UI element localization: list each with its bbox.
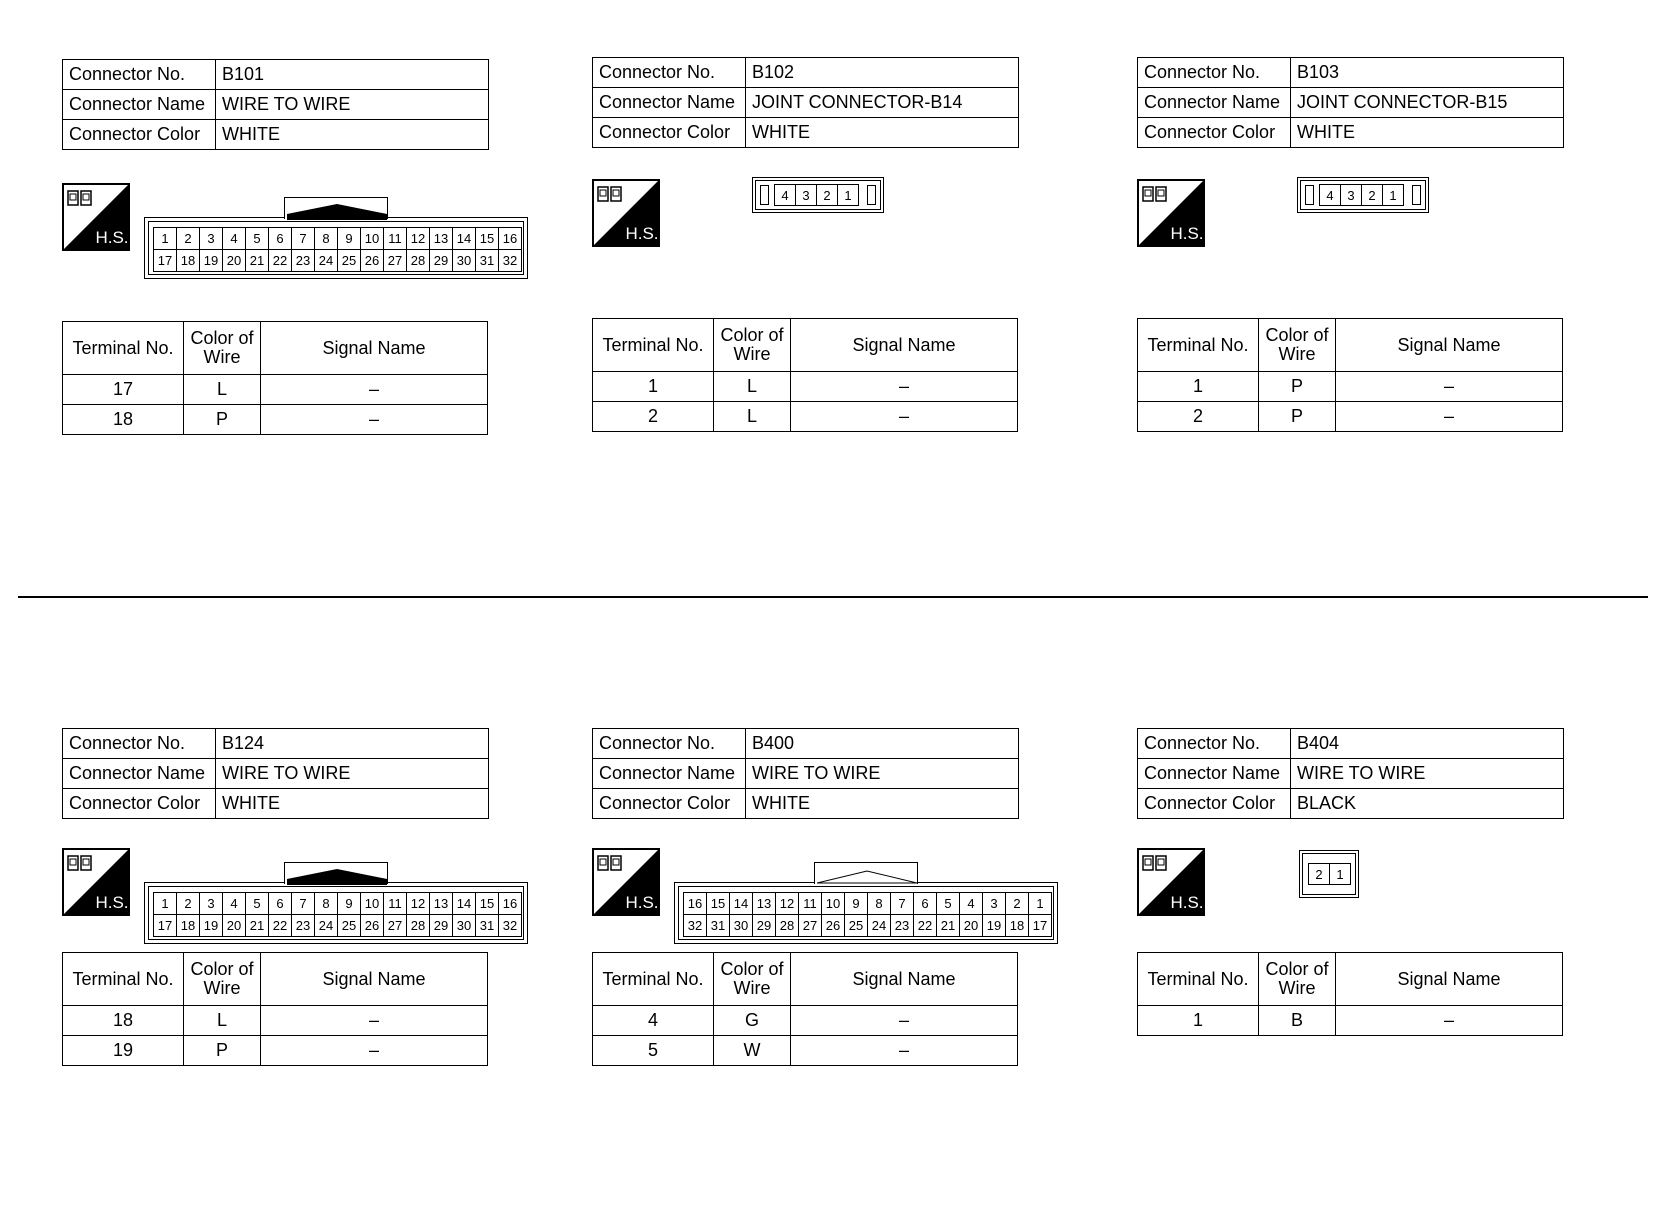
signal-name-cell: – — [1336, 1006, 1563, 1036]
table-row — [1138, 1006, 1563, 1036]
connector-pin: 24 — [314, 914, 338, 937]
connector-pin: 10 — [360, 892, 384, 915]
color-of-wire-header: Color of Wire — [714, 953, 791, 1006]
connector-face-diagram — [1299, 850, 1359, 898]
connector-pin: 13 — [752, 892, 776, 915]
connector-pin: 31 — [475, 249, 499, 272]
signal-name-header: Signal Name — [791, 953, 1018, 1006]
connector-pin: 9 — [337, 227, 361, 250]
signal-name-header: Signal Name — [791, 319, 1018, 372]
signal-name-cell: – — [261, 375, 488, 405]
connector-pin: 21 — [936, 914, 960, 937]
terminal-table — [62, 321, 488, 435]
table-row — [63, 405, 488, 435]
connector-pin: 30 — [452, 249, 476, 272]
connector-no-value: B124 — [216, 729, 489, 759]
connector-name-value: WIRE TO WIRE — [746, 759, 1019, 789]
terminal-table — [592, 318, 1018, 432]
svg-text:H.S.: H.S. — [1170, 893, 1204, 912]
connector-pin: 19 — [199, 249, 223, 272]
connector-pin: 9 — [844, 892, 868, 915]
connector-pin: 29 — [429, 914, 453, 937]
connector-pin: 28 — [406, 249, 430, 272]
connector-no-label: Connector No. — [1138, 729, 1291, 759]
connector-pin: 4 — [774, 184, 796, 206]
connector-pin: 5 — [936, 892, 960, 915]
hs-harness-side-icon — [592, 179, 660, 247]
connector-no-label: Connector No. — [593, 729, 746, 759]
hs-harness-side-icon — [1137, 848, 1205, 916]
connector-pin: 1 — [1382, 184, 1404, 206]
connector-pin: 32 — [498, 249, 522, 272]
connector-name-label: Connector Name — [593, 88, 746, 118]
connector-pin: 27 — [798, 914, 822, 937]
connector-pin: 9 — [337, 892, 361, 915]
connector-pin: 31 — [475, 914, 499, 937]
terminal-no-cell: 1 — [1138, 372, 1259, 402]
connector-face-diagram — [752, 177, 884, 213]
connector-color-label: Connector Color — [593, 789, 746, 819]
connector-no-value: B404 — [1291, 729, 1564, 759]
connector-name-value: WIRE TO WIRE — [216, 90, 489, 120]
connector-pin: 30 — [729, 914, 753, 937]
connector-color-label: Connector Color — [63, 789, 216, 819]
connector-color-value: WHITE — [746, 789, 1019, 819]
connector-pin: 8 — [314, 227, 338, 250]
terminal-no-cell: 2 — [593, 402, 714, 432]
connector-pin: 12 — [406, 892, 430, 915]
svg-text:H.S.: H.S. — [625, 224, 659, 243]
connector-pin: 10 — [360, 227, 384, 250]
terminal-table — [1137, 952, 1563, 1036]
connector-pin: 4 — [959, 892, 983, 915]
connector-color-value: BLACK — [1291, 789, 1564, 819]
color-of-wire-header: Color of Wire — [184, 322, 261, 375]
connector-pin: 14 — [452, 227, 476, 250]
connector-no-label: Connector No. — [63, 729, 216, 759]
connector-no-label: Connector No. — [593, 58, 746, 88]
connector-name-value: WIRE TO WIRE — [1291, 759, 1564, 789]
signal-name-cell: – — [791, 402, 1018, 432]
terminal-no-cell: 18 — [63, 1006, 184, 1036]
table-row — [1138, 372, 1563, 402]
table-row — [593, 402, 1018, 432]
connector-pin: 23 — [291, 249, 315, 272]
connector-pin: 16 — [683, 892, 707, 915]
svg-text:H.S.: H.S. — [1170, 224, 1204, 243]
connector-pin: 4 — [222, 227, 246, 250]
terminal-no-cell: 18 — [63, 405, 184, 435]
signal-name-cell: – — [791, 1006, 1018, 1036]
terminal-table — [62, 952, 488, 1066]
svg-text:H.S.: H.S. — [95, 228, 129, 247]
terminal-no-cell: 4 — [593, 1006, 714, 1036]
connector-pin: 11 — [798, 892, 822, 915]
connector-pin: 3 — [199, 227, 223, 250]
wire-color-cell: P — [184, 1036, 261, 1066]
connector-pin: 3 — [1340, 184, 1362, 206]
signal-name-header: Signal Name — [1336, 953, 1563, 1006]
connector-pin: 2 — [1308, 863, 1330, 885]
connector-pin: 2 — [816, 184, 838, 206]
connector-pin: 23 — [291, 914, 315, 937]
wire-color-cell: W — [714, 1036, 791, 1066]
connector-name-value: WIRE TO WIRE — [216, 759, 489, 789]
signal-name-cell: – — [261, 1006, 488, 1036]
terminal-no-header: Terminal No. — [593, 953, 714, 1006]
connector-pin: 1 — [153, 892, 177, 915]
terminal-no-cell: 1 — [593, 372, 714, 402]
connector-pin: 29 — [752, 914, 776, 937]
connector-pin: 23 — [890, 914, 914, 937]
connector-pin: 1 — [1028, 892, 1052, 915]
connector-pin: 17 — [153, 249, 177, 272]
connector-pin: 10 — [821, 892, 845, 915]
signal-name-header: Signal Name — [261, 953, 488, 1006]
connector-face-diagram — [144, 197, 528, 287]
connector-pin: 27 — [383, 249, 407, 272]
connector-pin: 30 — [452, 914, 476, 937]
wire-color-cell: P — [1259, 372, 1336, 402]
connector-color-label: Connector Color — [593, 118, 746, 148]
wire-color-cell: G — [714, 1006, 791, 1036]
terminal-no-cell: 5 — [593, 1036, 714, 1066]
connector-pin: 32 — [498, 914, 522, 937]
connector-pin: 20 — [222, 914, 246, 937]
color-of-wire-header: Color of Wire — [184, 953, 261, 1006]
connector-pin: 20 — [959, 914, 983, 937]
connector-face-diagram — [1297, 177, 1429, 213]
connector-pin: 21 — [245, 914, 269, 937]
connector-face-diagram — [674, 862, 1058, 952]
connector-color-value: WHITE — [746, 118, 1019, 148]
connector-pin: 14 — [729, 892, 753, 915]
wire-color-cell: B — [1259, 1006, 1336, 1036]
hs-harness-side-icon — [62, 183, 130, 251]
svg-text:H.S.: H.S. — [95, 893, 129, 912]
connector-pin: 24 — [314, 249, 338, 272]
connector-name-label: Connector Name — [63, 90, 216, 120]
table-row — [63, 1006, 488, 1036]
connector-pin: 1 — [837, 184, 859, 206]
connector-pin: 13 — [429, 892, 453, 915]
connector-pin: 16 — [498, 227, 522, 250]
connector-pin: 17 — [1028, 914, 1052, 937]
wire-color-cell: P — [1259, 402, 1336, 432]
terminal-no-cell: 19 — [63, 1036, 184, 1066]
connector-name-label: Connector Name — [593, 759, 746, 789]
connector-info-table — [592, 57, 1019, 148]
wire-color-cell: L — [184, 1006, 261, 1036]
connector-pin: 7 — [291, 892, 315, 915]
connector-pin: 18 — [176, 249, 200, 272]
table-row — [63, 375, 488, 405]
connector-pin: 11 — [383, 892, 407, 915]
connector-pin: 11 — [383, 227, 407, 250]
connector-pin: 2 — [1005, 892, 1029, 915]
connector-pin: 2 — [176, 892, 200, 915]
signal-name-cell: – — [791, 372, 1018, 402]
connector-no-label: Connector No. — [63, 60, 216, 90]
terminal-no-header: Terminal No. — [1138, 953, 1259, 1006]
connector-pin: 25 — [337, 914, 361, 937]
connector-pin: 22 — [913, 914, 937, 937]
connector-pin: 3 — [795, 184, 817, 206]
signal-name-cell: – — [1336, 372, 1563, 402]
connector-name-label: Connector Name — [1138, 759, 1291, 789]
connector-color-label: Connector Color — [1138, 118, 1291, 148]
hs-harness-side-icon — [62, 848, 130, 916]
connector-pin: 28 — [406, 914, 430, 937]
connector-pin: 6 — [268, 227, 292, 250]
connector-pin: 15 — [475, 227, 499, 250]
connector-pin: 25 — [844, 914, 868, 937]
hs-harness-side-icon — [1137, 179, 1205, 247]
signal-name-header: Signal Name — [1336, 319, 1563, 372]
connector-pin: 25 — [337, 249, 361, 272]
terminal-no-cell: 2 — [1138, 402, 1259, 432]
connector-info-table — [62, 59, 489, 150]
connector-pin: 15 — [475, 892, 499, 915]
connector-info-table — [62, 728, 489, 819]
connector-color-value: WHITE — [1291, 118, 1564, 148]
signal-name-header: Signal Name — [261, 322, 488, 375]
connector-pin: 4 — [1319, 184, 1341, 206]
signal-name-cell: – — [261, 1036, 488, 1066]
connector-color-value: WHITE — [216, 789, 489, 819]
terminal-no-cell: 1 — [1138, 1006, 1259, 1036]
connector-pin: 3 — [982, 892, 1006, 915]
connector-pin: 17 — [153, 914, 177, 937]
wire-color-cell: L — [184, 375, 261, 405]
connector-pin: 1 — [153, 227, 177, 250]
connector-pin: 19 — [199, 914, 223, 937]
section-divider — [18, 596, 1648, 598]
terminal-no-cell: 17 — [63, 375, 184, 405]
connector-pin: 6 — [913, 892, 937, 915]
signal-name-cell: – — [1336, 402, 1563, 432]
connector-pin: 1 — [1329, 863, 1351, 885]
connector-name-value: JOINT CONNECTOR-B15 — [1291, 88, 1564, 118]
table-row — [63, 1036, 488, 1066]
terminal-no-header: Terminal No. — [63, 322, 184, 375]
connector-pin: 13 — [429, 227, 453, 250]
signal-name-cell: – — [261, 405, 488, 435]
hs-harness-side-icon — [592, 848, 660, 916]
connector-pin: 24 — [867, 914, 891, 937]
connector-info-table — [1137, 728, 1564, 819]
connector-pin: 8 — [867, 892, 891, 915]
connector-pin: 19 — [982, 914, 1006, 937]
table-row — [593, 372, 1018, 402]
connector-pin: 20 — [222, 249, 246, 272]
connector-pin: 3 — [199, 892, 223, 915]
connector-no-value: B103 — [1291, 58, 1564, 88]
connector-no-value: B101 — [216, 60, 489, 90]
connector-no-value: B102 — [746, 58, 1019, 88]
terminal-no-header: Terminal No. — [63, 953, 184, 1006]
terminal-no-header: Terminal No. — [1138, 319, 1259, 372]
connector-pin: 12 — [775, 892, 799, 915]
wire-color-cell: L — [714, 402, 791, 432]
connector-pin: 26 — [821, 914, 845, 937]
wire-color-cell: P — [184, 405, 261, 435]
connector-no-value: B400 — [746, 729, 1019, 759]
connector-face-diagram — [144, 862, 528, 952]
connector-pin: 28 — [775, 914, 799, 937]
connector-no-label: Connector No. — [1138, 58, 1291, 88]
connector-pin: 5 — [245, 892, 269, 915]
connector-color-label: Connector Color — [1138, 789, 1291, 819]
connector-name-label: Connector Name — [1138, 88, 1291, 118]
table-row — [593, 1036, 1018, 1066]
connector-name-label: Connector Name — [63, 759, 216, 789]
connector-pin: 26 — [360, 914, 384, 937]
connector-pin: 6 — [268, 892, 292, 915]
connector-pin: 22 — [268, 914, 292, 937]
connector-pin: 22 — [268, 249, 292, 272]
table-row — [1138, 402, 1563, 432]
svg-text:H.S.: H.S. — [625, 893, 659, 912]
connector-pin: 27 — [383, 914, 407, 937]
wire-color-cell: L — [714, 372, 791, 402]
color-of-wire-header: Color of Wire — [714, 319, 791, 372]
connector-pin: 2 — [1361, 184, 1383, 206]
connector-pin: 12 — [406, 227, 430, 250]
terminal-table — [1137, 318, 1563, 432]
table-row — [593, 1006, 1018, 1036]
terminal-table — [592, 952, 1018, 1066]
connector-pin: 16 — [498, 892, 522, 915]
connector-info-table — [1137, 57, 1564, 148]
connector-pin: 14 — [452, 892, 476, 915]
connector-pin: 26 — [360, 249, 384, 272]
connector-name-value: JOINT CONNECTOR-B14 — [746, 88, 1019, 118]
connector-pin: 18 — [1005, 914, 1029, 937]
connector-pin: 8 — [314, 892, 338, 915]
connector-color-value: WHITE — [216, 120, 489, 150]
connector-pin: 15 — [706, 892, 730, 915]
connector-info-table — [592, 728, 1019, 819]
connector-pin: 5 — [245, 227, 269, 250]
connector-pin: 29 — [429, 249, 453, 272]
signal-name-cell: – — [791, 1036, 1018, 1066]
terminal-no-header: Terminal No. — [593, 319, 714, 372]
color-of-wire-header: Color of Wire — [1259, 319, 1336, 372]
connector-color-label: Connector Color — [63, 120, 216, 150]
color-of-wire-header: Color of Wire — [1259, 953, 1336, 1006]
connector-pin: 32 — [683, 914, 707, 937]
connector-pin: 7 — [890, 892, 914, 915]
connector-pin: 7 — [291, 227, 315, 250]
connector-pin: 31 — [706, 914, 730, 937]
connector-pin: 2 — [176, 227, 200, 250]
connector-pin: 4 — [222, 892, 246, 915]
connector-pin: 21 — [245, 249, 269, 272]
connector-pin: 18 — [176, 914, 200, 937]
